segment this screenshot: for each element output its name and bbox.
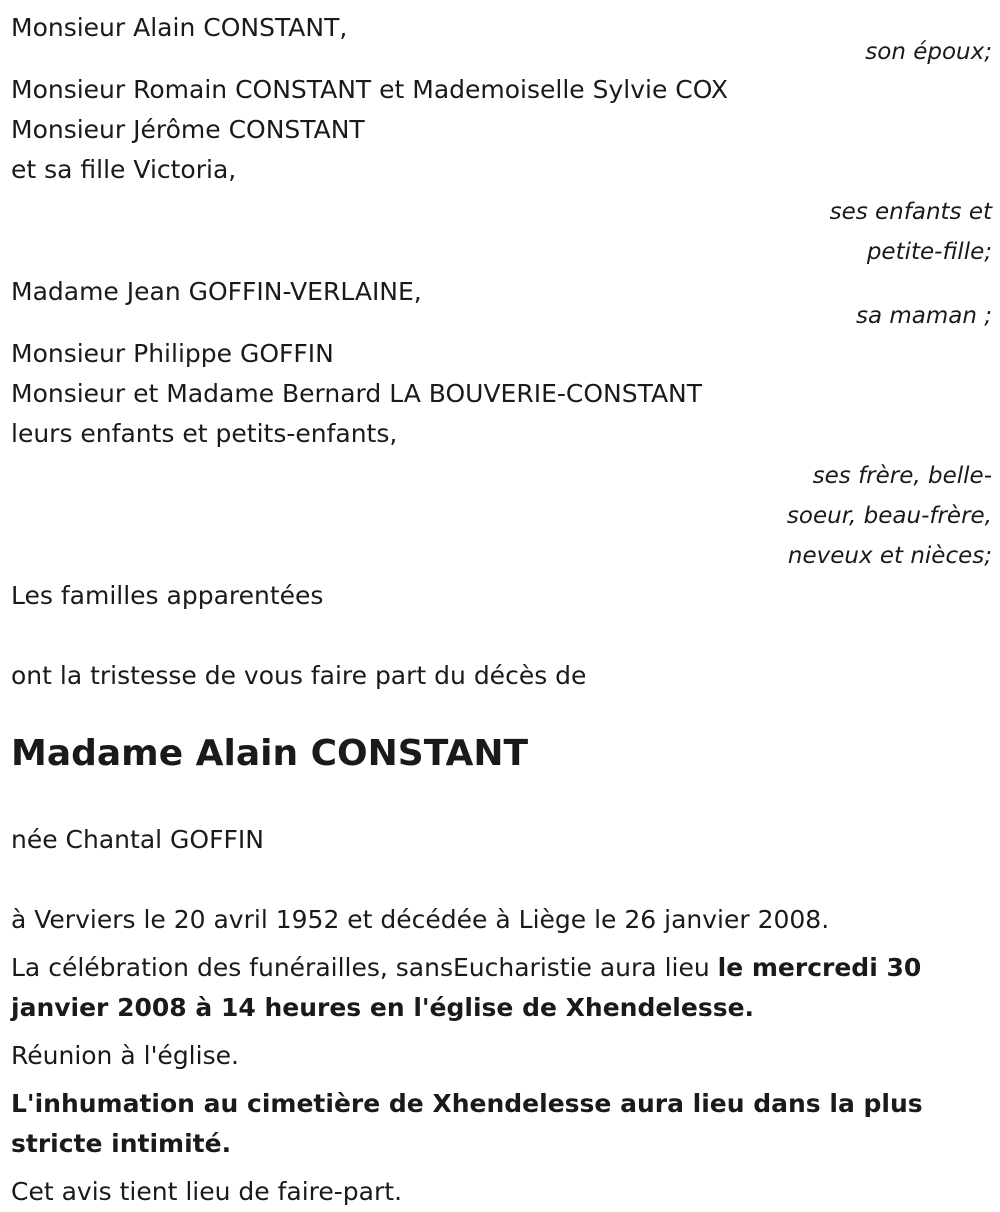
maiden-name: née Chantal GOFFIN [11, 825, 264, 854]
deceased-name: Madame Alain CONSTANT [11, 733, 529, 774]
family-line: Madame Jean GOFFIN-VERLAINE, [11, 277, 422, 306]
family-role: petite-fille; [866, 239, 992, 265]
family-line: leurs enfants et petits-enfants, [11, 419, 398, 448]
family-role: sa maman ; [855, 303, 992, 329]
family-line: et sa fille Victoria, [11, 155, 237, 184]
funeral-paragraph [11, 948, 992, 1028]
closing-text: Cet avis tient lieu de faire-part. [11, 1177, 403, 1206]
family-role: ses frère, belle- [812, 463, 992, 489]
announcement-text: ont la tristesse de vous faire part du décès de [11, 661, 587, 690]
family-line: Les familles apparentées [11, 581, 324, 610]
family-role: neveux et nièces; [787, 543, 992, 569]
family-role: soeur, beau-frère, [786, 503, 992, 529]
birth-death-text: à Verviers le 20 avril 1952 et décédée à Liège le 26 janvier 2008. [11, 905, 830, 934]
funeral-intro: La célébration des funérailles, sansEucharistie aura lieu [11, 953, 718, 982]
family-line: Monsieur Philippe GOFFIN [11, 339, 334, 368]
obituary-notice [11, 8, 992, 1212]
family-line: Monsieur Alain CONSTANT, [11, 13, 348, 42]
family-line: Monsieur Jérôme CONSTANT [11, 115, 365, 144]
family-role: son époux; [865, 39, 992, 65]
family-role: ses enfants et [829, 199, 992, 225]
family-line: Monsieur Romain CONSTANT et Mademoiselle Sylvie COX [11, 75, 728, 104]
meeting-text: Réunion à l'église. [11, 1041, 239, 1070]
family-line: Monsieur et Madame Bernard LA BOUVERIE-CONSTANT [11, 379, 703, 408]
burial-text: L'inhumation au cimetière de Xhendelesse aura lieu dans la plus stricte intimité. [11, 1089, 923, 1158]
funeral-details: le mercredi 30 janvier 2008 à 14 heures en l'église de Xhendelesse. [11, 953, 922, 1022]
